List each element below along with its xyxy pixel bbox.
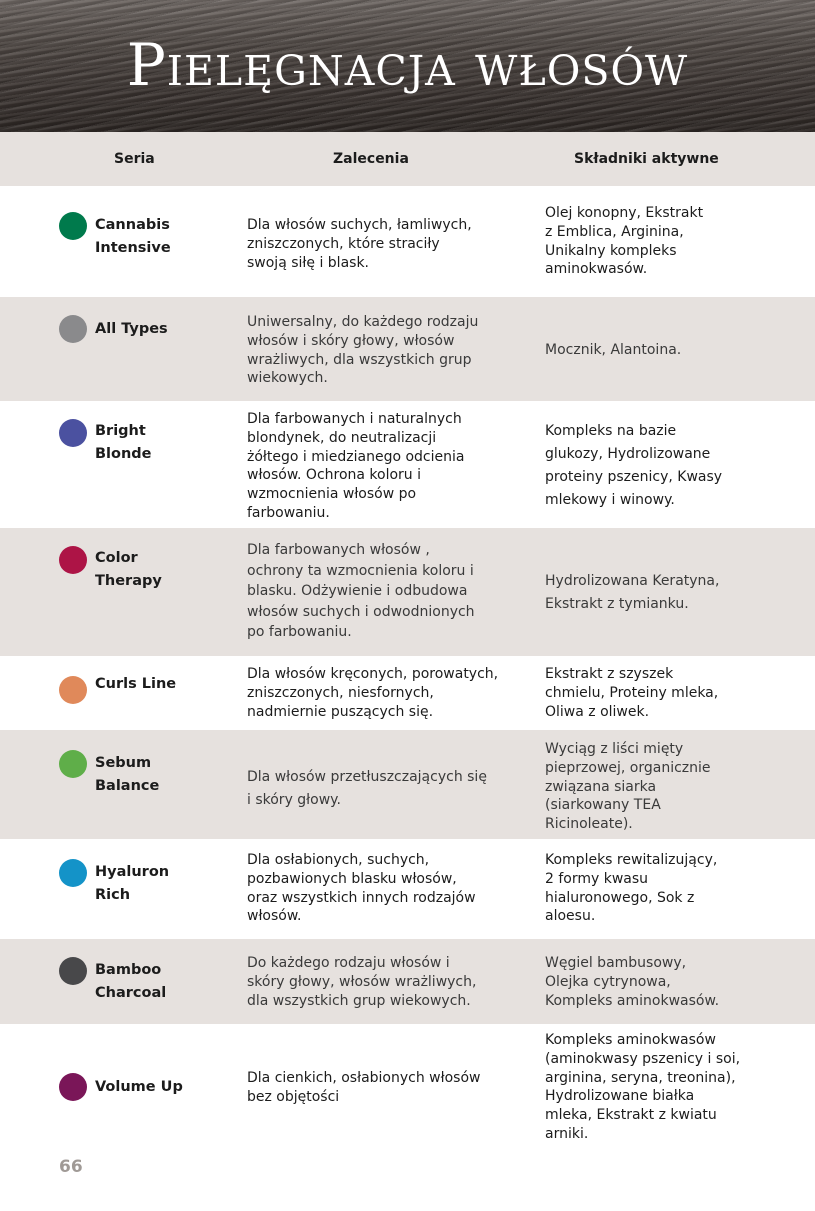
series-color-dot bbox=[59, 419, 87, 447]
header-seria: Seria bbox=[114, 151, 155, 167]
series-name: Bright Blonde bbox=[95, 423, 152, 462]
series-color-dot bbox=[59, 546, 87, 574]
series-color-dot bbox=[59, 859, 87, 887]
table-row bbox=[0, 186, 815, 297]
table-row bbox=[0, 401, 815, 528]
recommendation-text: Dla farbowanych włosów , ochrony ta wzmocnienia koloru i blasku. Odżywienie i odbudowa włosów suchych i odwodnionych po farbowaniu. bbox=[247, 542, 475, 640]
header-zalecenia: Zalecenia bbox=[333, 151, 409, 167]
ingredients-text: Ekstrakt z szyszek chmielu, Proteiny mleka, Oliwa z oliwek. bbox=[545, 666, 719, 720]
ingredients-text: Kompleks aminokwasów (aminokwasy pszenicy i soi, arginina, seryna, treonina), Hydrolizowane białka mleka, Ekstrakt z kwiatu arniki. bbox=[545, 1032, 741, 1142]
series-name: Bamboo Charcoal bbox=[95, 962, 167, 1001]
series-name: Cannabis Intensive bbox=[95, 217, 171, 256]
ingredients-text: Mocznik, Alantoina. bbox=[545, 342, 682, 358]
series-name: All Types bbox=[95, 321, 168, 337]
recommendation-text: Uniwersalny, do każdego rodzaju włosów i skóry głowy, włosów wrażliwych, dla wszystkich grup wiekowych. bbox=[247, 314, 479, 387]
page-number: 66 bbox=[59, 1157, 83, 1177]
table-row bbox=[0, 839, 815, 939]
hair-banner bbox=[0, 0, 815, 132]
series-name: Color Therapy bbox=[95, 550, 162, 589]
series-name: Hyaluron Rich bbox=[95, 864, 170, 903]
recommendation-text: Dla włosów suchych, łamliwych, zniszczonych, które straciły swoją siłę i blask. bbox=[247, 217, 472, 271]
recommendation-text: Dla osłabionych, suchych, pozbawionych blasku włosów, oraz wszystkich innych rodzajów włosów. bbox=[247, 852, 476, 925]
table-row bbox=[0, 528, 815, 656]
header-skladniki: Składniki aktywne bbox=[574, 151, 719, 167]
series-name: Curls Line bbox=[95, 676, 177, 692]
ingredients-text: Wyciąg z liści mięty pieprzowej, organicznie związana siarka (siarkowany TEA Ricinoleate). bbox=[545, 741, 711, 833]
table-row bbox=[0, 1024, 815, 1152]
ingredients-text: Hydrolizowana Keratyna, Ekstrakt z tymianku. bbox=[545, 573, 720, 612]
table-row bbox=[0, 730, 815, 839]
series-color-dot bbox=[59, 1073, 87, 1101]
series-color-dot bbox=[59, 750, 87, 778]
ingredients-text: Węgiel bambusowy, Olejka cytrynowa, Kompleks aminokwasów. bbox=[545, 955, 720, 1009]
recommendation-text: Dla farbowanych i naturalnych blondynek, do neutralizacji żółtego i miedzianego odcienia włosów. Ochrona koloru i wzmocnienia włosów po farbowaniu. bbox=[247, 411, 465, 521]
series-color-dot bbox=[59, 957, 87, 985]
table-row bbox=[0, 939, 815, 1024]
table-row bbox=[0, 297, 815, 401]
series-color-dot bbox=[59, 212, 87, 240]
series-name: Sebum Balance bbox=[95, 755, 160, 794]
table-row bbox=[0, 656, 815, 730]
recommendation-text: Dla cienkich, osłabionych włosów bez objętości bbox=[247, 1070, 481, 1105]
ingredients-text: Olej konopny, Ekstrakt z Emblica, Arginina, Unikalny kompleks aminokwasów. bbox=[545, 205, 704, 278]
recommendation-text: Dla włosów przetłuszczających się i skóry głowy. bbox=[247, 769, 487, 808]
ingredients-text: Kompleks na bazie glukozy, Hydrolizowane proteiny pszenicy, Kwasy mlekowy i winowy. bbox=[545, 423, 723, 508]
recommendation-text: Dla włosów kręconych, porowatych, zniszczonych, niesfornych, nadmiernie puszących się. bbox=[247, 666, 499, 720]
page-title: Pielęgnacja włosów bbox=[126, 31, 689, 99]
table-header bbox=[0, 132, 815, 186]
ingredients-text: Kompleks rewitalizujący, 2 formy kwasu hialuronowego, Sok z aloesu. bbox=[545, 852, 718, 925]
series-color-dot bbox=[59, 315, 87, 343]
series-color-dot bbox=[59, 676, 87, 704]
series-name: Volume Up bbox=[95, 1079, 183, 1095]
recommendation-text: Do każdego rodzaju włosów i skóry głowy, włosów wrażliwych, dla wszystkich grup wiekowych. bbox=[247, 955, 477, 1009]
